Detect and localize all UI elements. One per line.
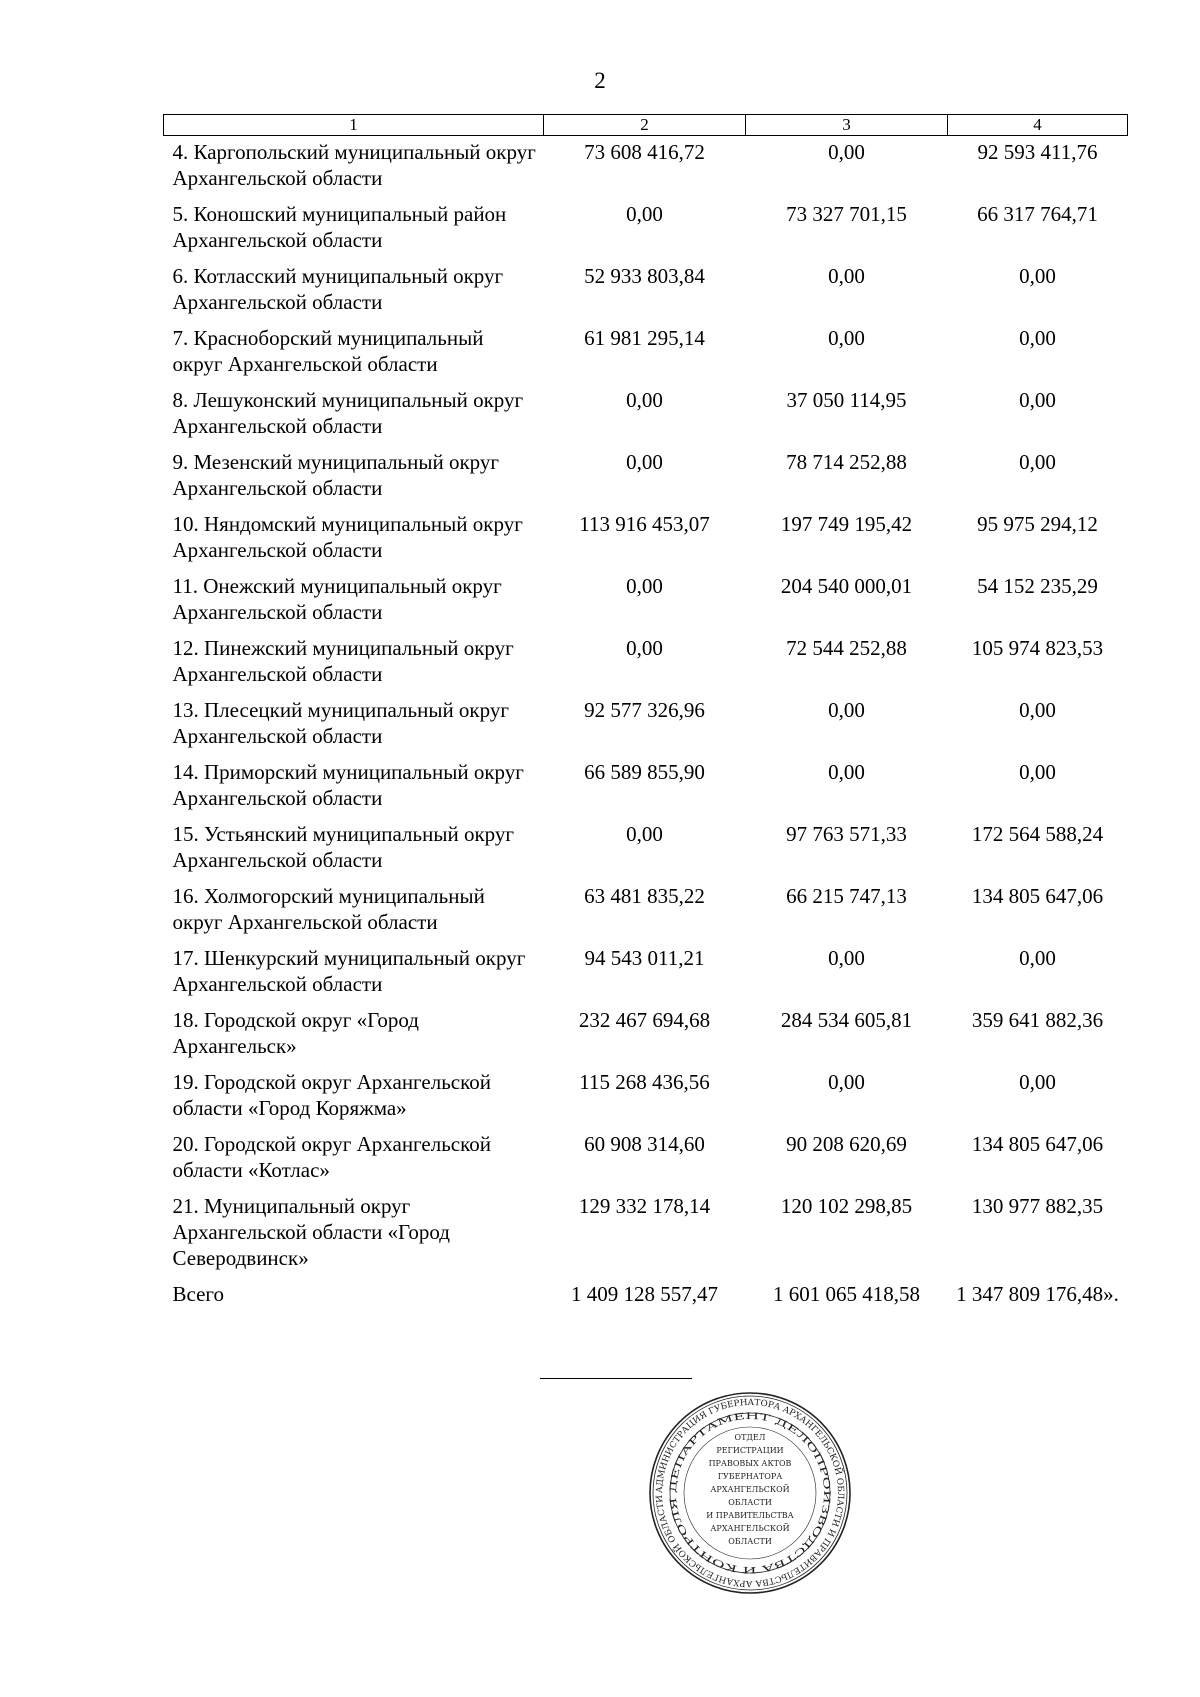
amount-col-2-cell: 63 481 835,22 <box>584 884 705 908</box>
municipality-name-cell: 5. Коношский муниципальный район Архангельской области <box>172 202 507 252</box>
municipality-name-cell: 15. Устьянский муниципальный округ Архангельской области <box>172 822 514 872</box>
table-row <box>164 198 1128 260</box>
table-row <box>164 880 1128 942</box>
amount-col-3-cell: 97 763 571,33 <box>786 822 907 846</box>
amount-col-4-cell: 0,00 <box>1019 326 1056 350</box>
amount-col-2-cell: 115 268 436,56 <box>579 1070 710 1094</box>
municipality-name-cell: 13. Плесецкий муниципальный округ Архангельской области <box>172 698 509 748</box>
column-header-4: 4 <box>948 115 1128 136</box>
amount-col-3-cell: 78 714 252,88 <box>786 450 907 474</box>
municipality-name-cell: 4. Каргопольский муниципальный округ Архангельской области <box>172 140 536 190</box>
table-row <box>164 1190 1128 1278</box>
amount-col-2-cell: 0,00 <box>626 822 663 846</box>
municipality-name-cell: 12. Пинежский муниципальный округ Архангельской области <box>172 636 514 686</box>
amount-col-2-cell: 61 981 295,14 <box>584 326 705 350</box>
amount-col-4-cell: 0,00 <box>1019 450 1056 474</box>
amount-col-4-cell: 1 347 809 176,48». <box>956 1282 1119 1306</box>
municipality-name-cell: 14. Приморский муниципальный округ Архангельской области <box>172 760 524 810</box>
municipality-name-cell: 10. Няндомский муниципальный округ Архангельской области <box>172 512 523 562</box>
amount-col-3-cell: 197 749 195,42 <box>780 512 913 536</box>
amount-col-2-cell: 0,00 <box>626 636 663 660</box>
table-row <box>164 1128 1128 1190</box>
amount-col-2-cell: 232 467 694,68 <box>578 1008 711 1032</box>
seal-center-line: ОБЛАСТИ <box>728 1537 772 1546</box>
seal-center-line: ГУБЕРНАТОРА <box>717 1472 783 1481</box>
column-header-3: 3 <box>746 115 948 136</box>
amount-col-3-cell: 72 544 252,88 <box>786 636 907 660</box>
table-row <box>164 508 1128 570</box>
amount-col-3-cell: 66 215 747,13 <box>786 884 907 908</box>
amount-col-2-cell: 92 577 326,96 <box>584 698 705 722</box>
amount-col-3-cell: 0,00 <box>828 698 865 722</box>
amount-col-3-cell: 1 601 065 418,58 <box>773 1282 920 1306</box>
amount-col-2-cell: 52 933 803,84 <box>584 264 705 288</box>
amount-col-4-cell: 134 805 647,06 <box>971 884 1104 908</box>
amount-col-3-cell: 0,00 <box>828 264 865 288</box>
amount-col-2-cell: 1 409 128 557,47 <box>571 1282 718 1306</box>
amount-col-3-cell: 120 102 298,85 <box>780 1194 913 1218</box>
seal-center-line: ОТДЕЛ <box>734 1433 766 1442</box>
amount-col-2-cell: 94 543 011,21 <box>584 946 705 970</box>
amount-col-4-cell: 172 564 588,24 <box>971 822 1104 846</box>
seal-outer-text: АДМИНИСТРАЦИЯ ГУБЕРНАТОРА АРХАНГЕЛЬСКОЙ ОБЛАСТИ И ПРАВИТЕЛЬСТВА АРХАНГЕЛЬСКОЙ ОБЛАСТИ <box>654 1397 846 1589</box>
amount-col-3-cell: 0,00 <box>828 1070 865 1094</box>
amount-col-2-cell: 0,00 <box>626 202 663 226</box>
amount-col-2-cell: 73 608 416,72 <box>584 140 705 164</box>
amount-col-4-cell: 0,00 <box>1019 946 1056 970</box>
municipality-name-cell: 11. Онежский муниципальный округ Архангельской области <box>172 574 502 624</box>
separator-line <box>540 1378 692 1379</box>
amount-col-4-cell: 54 152 235,29 <box>977 574 1098 598</box>
amount-col-3-cell: 0,00 <box>828 140 865 164</box>
table-row <box>164 818 1128 880</box>
amount-col-3-cell: 37 050 114,95 <box>786 388 907 412</box>
total-row <box>164 1278 1128 1314</box>
table-row <box>164 1004 1128 1066</box>
table-row <box>164 1066 1128 1128</box>
table-row <box>164 322 1128 384</box>
amount-col-2-cell: 113 916 453,07 <box>579 512 710 536</box>
column-number-row <box>164 115 1128 136</box>
table-row <box>164 694 1128 756</box>
amount-col-4-cell: 134 805 647,06 <box>971 1132 1104 1156</box>
amount-col-4-cell: 66 317 764,71 <box>977 202 1098 226</box>
municipality-name-cell: 8. Лешуконский муниципальный округ Архангельской области <box>172 388 524 438</box>
amount-col-2-cell: 129 332 178,14 <box>578 1194 711 1218</box>
page-number: 2 <box>594 68 606 93</box>
municipality-name-cell: 19. Городской округ Архангельской области «Город Коряжма» <box>172 1070 491 1120</box>
municipality-name-cell: 16. Холмогорский муниципальный округ Архангельской области <box>172 884 485 934</box>
amount-col-3-cell: 204 540 000,01 <box>780 574 913 598</box>
amount-col-4-cell: 130 977 882,35 <box>971 1194 1104 1218</box>
municipality-name-cell: 21. Муниципальный округ Архангельской области «Город Северодвинск» <box>172 1194 450 1270</box>
municipality-name-cell: Всего <box>172 1282 224 1306</box>
allocation-table <box>163 114 1128 1314</box>
table-row <box>164 942 1128 1004</box>
amount-col-3-cell: 0,00 <box>828 326 865 350</box>
table-row <box>164 384 1128 446</box>
seal-center-line: ПРАВОВЫХ АКТОВ <box>708 1459 792 1468</box>
seal-center-line: РЕГИСТРАЦИИ <box>716 1446 784 1455</box>
table-row <box>164 446 1128 508</box>
amount-col-2-cell: 0,00 <box>626 388 663 412</box>
municipality-name-cell: 6. Котласский муниципальный округ Архангельской области <box>172 264 504 314</box>
municipality-name-cell: 20. Городской округ Архангельской области «Котлас» <box>172 1132 491 1182</box>
amount-col-2-cell: 60 908 314,60 <box>584 1132 705 1156</box>
amount-col-3-cell: 284 534 605,81 <box>780 1008 913 1032</box>
official-seal <box>645 1388 855 1598</box>
table-row <box>164 632 1128 694</box>
amount-col-3-cell: 0,00 <box>828 946 865 970</box>
seal-center-line: АРХАНГЕЛЬСКОЙ <box>710 1524 790 1533</box>
amount-col-4-cell: 0,00 <box>1019 760 1056 784</box>
amount-col-3-cell: 90 208 620,69 <box>786 1132 907 1156</box>
municipality-name-cell: 7. Красноборский муниципальный округ Архангельской области <box>172 326 484 376</box>
amount-col-4-cell: 105 974 823,53 <box>971 636 1104 660</box>
seal-center-line: АРХАНГЕЛЬСКОЙ <box>710 1485 790 1494</box>
amount-col-2-cell: 0,00 <box>626 450 663 474</box>
amount-col-4-cell: 0,00 <box>1019 698 1056 722</box>
amount-col-4-cell: 359 641 882,36 <box>971 1008 1104 1032</box>
table-row <box>164 570 1128 632</box>
municipality-name-cell: 17. Шенкурский муниципальный округ Архангельской области <box>172 946 526 996</box>
seal-center-text <box>706 1433 793 1546</box>
amount-col-4-cell: 0,00 <box>1019 388 1056 412</box>
amount-col-4-cell: 92 593 411,76 <box>977 140 1098 164</box>
table-row <box>164 756 1128 818</box>
municipality-name-cell: 18. Городской округ «Город Архангельск» <box>172 1008 419 1058</box>
column-header-1: 1 <box>164 115 544 136</box>
amount-col-4-cell: 0,00 <box>1019 1070 1056 1094</box>
column-header-2: 2 <box>544 115 746 136</box>
table-row <box>164 136 1128 199</box>
amount-col-2-cell: 0,00 <box>626 574 663 598</box>
table-row <box>164 260 1128 322</box>
municipality-name-cell: 9. Мезенский муниципальный округ Архангельской области <box>172 450 499 500</box>
amount-col-2-cell: 66 589 855,90 <box>584 760 705 784</box>
seal-center-line: И ПРАВИТЕЛЬСТВА <box>706 1511 794 1520</box>
amount-col-4-cell: 0,00 <box>1019 264 1056 288</box>
seal-center-line: ОБЛАСТИ <box>728 1498 772 1507</box>
amount-col-3-cell: 0,00 <box>828 760 865 784</box>
seal-inner-ring-text: ДЕПАРТАМЕНТ ДЕЛОПРОИЗВОДСТВА И КОНТРОЛЯ <box>668 1411 832 1575</box>
amount-col-4-cell: 95 975 294,12 <box>977 512 1098 536</box>
amount-col-3-cell: 73 327 701,15 <box>786 202 907 226</box>
